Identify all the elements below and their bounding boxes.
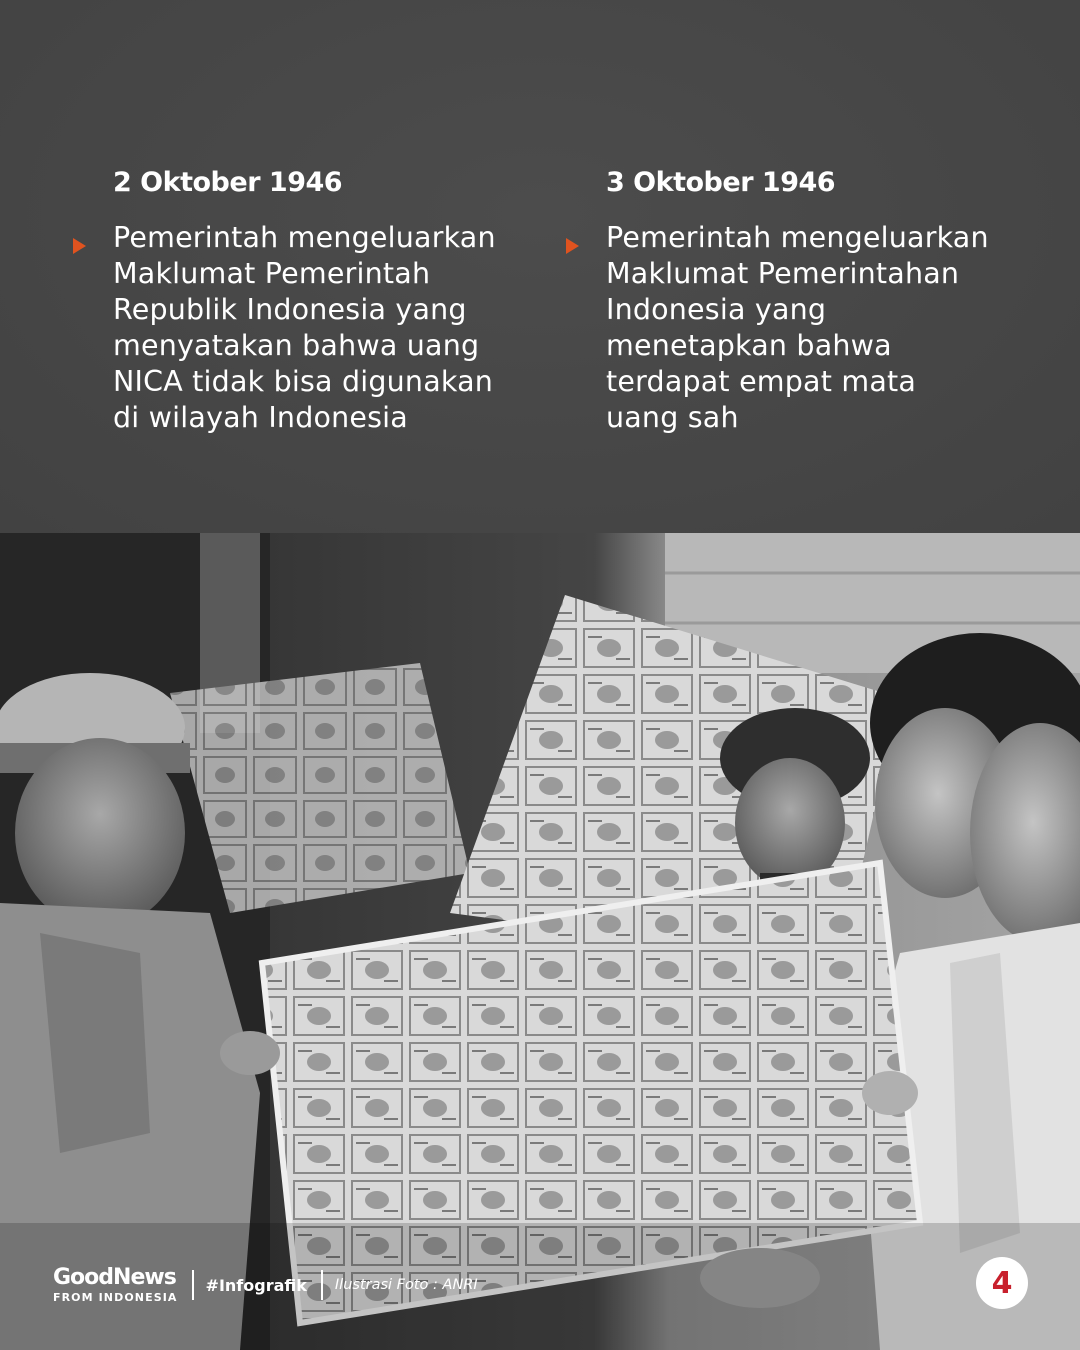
historical-photo [0,533,1080,1350]
entry-text: Pemerintah mengeluarkan Maklumat Pemerintahan Indonesia yang menetapkan bahwa terdapat empat mata uang sah [606,221,989,434]
footer [53,1262,478,1308]
hashtag-label: #Infografik [205,1275,307,1295]
divider [321,1270,323,1300]
entry-date: 2 Oktober 1946 [113,167,343,198]
entry-text: Pemerintah mengeluarkan Maklumat Pemerintah Republik Indonesia yang menyatakan bahwa uang NICA tidak bisa digunakan di wilayah Indonesia [113,221,496,434]
bullet-arrow-icon [73,238,86,254]
photo-illustration [0,533,1080,1350]
divider [192,1270,194,1300]
entry-date: 3 Oktober 1946 [606,167,836,198]
brand-logo [53,1267,178,1303]
page-number-badge: 4 [976,1257,1028,1309]
timeline-entry [113,164,533,436]
photo-credit: Ilustrasi Foto : ANRI [334,1277,478,1293]
timeline-entry [606,164,1026,436]
brand-subtitle: FROM INDONESIA [53,1291,178,1304]
brand-name: GoodNews [53,1265,176,1290]
bullet-arrow-icon [566,238,579,254]
